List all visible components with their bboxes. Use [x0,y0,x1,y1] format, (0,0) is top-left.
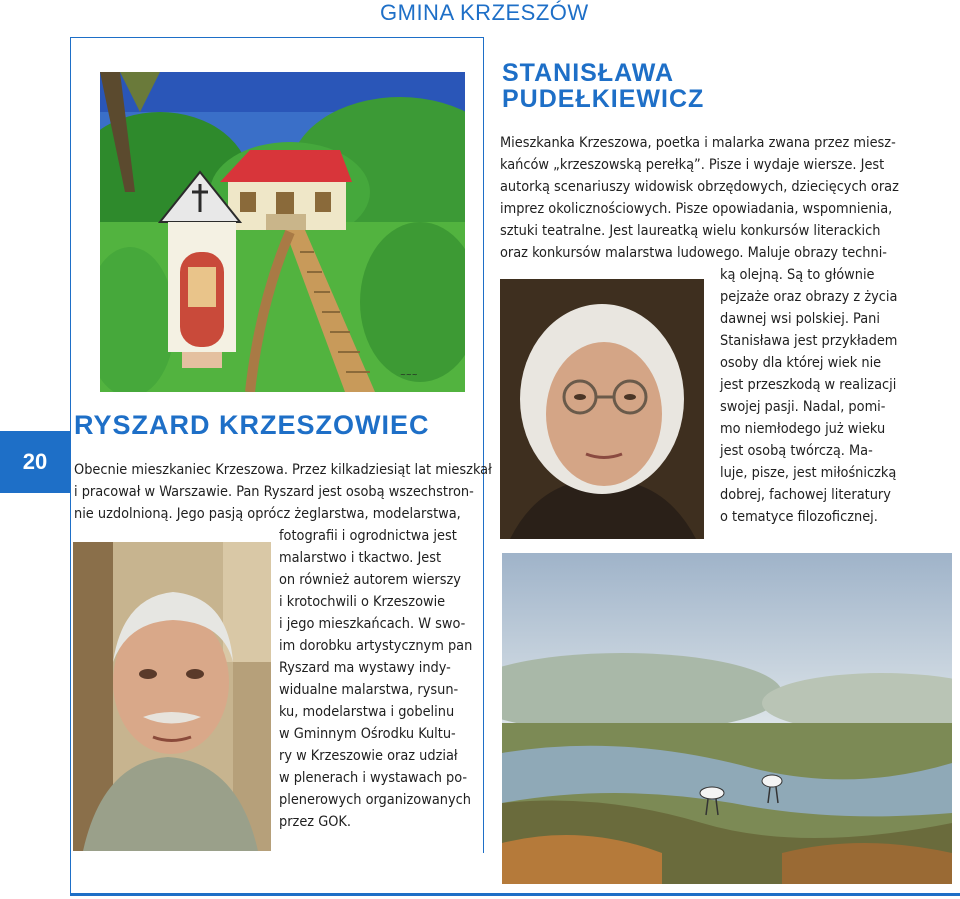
page-number-tab: 20 [0,431,70,493]
text-line: widualne malarstwa, rysun- [279,682,459,698]
text-line: malarstwo i tkactwo. Jest [279,550,442,566]
artist-name-stanislawa [502,60,802,112]
name-line-2: PUDEŁKIEWICZ [502,85,705,113]
text-line: w Gminnym Ośrodku Kultu- [279,726,456,742]
bottom-rule [70,893,960,896]
page-header-title: GMINA KRZESZÓW [380,0,589,25]
photo-stanislawa-pudelkiewicz [500,279,704,539]
artist-name-ryszard: RYSZARD KRZESZOWIEC [74,410,430,440]
text-line: i jego mieszkańcach. W swo- [279,616,466,632]
photo-ryszard-krzeszowiec [73,542,271,851]
text-line: on również autorem wierszy [279,572,461,588]
text-line: imprez okolicznościowych. Pisze opowiadania, wspomnienia, [500,201,893,217]
text-line: kańców „krzeszowską perełką”. Pisze i wydaje wiersze. Jest [500,157,885,173]
text-line: oraz konkursów malarstwa ludowego. Maluje obrazy techni- [500,245,887,261]
text-line: luje, pisze, jest miłośniczką [720,465,897,481]
column-divider [483,37,484,853]
text-line: swojej pasji. Nadal, pomi- [720,399,886,415]
text-line: Mieszkanka Krzeszowa, poetka i malarka zwana przez miesz- [500,135,896,151]
left-frame-top-rule [70,37,483,38]
text-line: Ryszard ma wystawy indy- [279,660,451,676]
text-line: Stanisława jest przykładem [720,333,898,349]
text-line: mo niemłodego już wieku [720,421,886,437]
text-line: autorką scenariuszy widowisk obrzędowych, dziecięcych oraz [500,179,899,195]
text-line: Obecnie mieszkaniec Krzeszowa. Przez kilkadziesiąt lat mieszkał [74,462,492,478]
text-line: jest przeszkodą w realizacji [720,377,897,393]
text-line: sztuki teatralne. Jest laureatką wielu konkursów literackich [500,223,881,239]
text-line: dawnej wsi polskiej. Pani [720,311,880,327]
text-line: ry w Krzeszowie oraz udział [279,748,458,764]
painting-storks-landscape [502,553,952,884]
svg-text:~~~: ~~~ [400,371,418,379]
text-line: przez GOK. [279,814,352,830]
text-line: osoby dla której wiek nie [720,355,882,371]
painting-chapel-house [100,72,465,392]
text-line: plenerowych organizowanych [279,792,471,808]
text-line: i krotochwili o Krzeszowie [279,594,446,610]
text-line: fotografii i ogrodnictwa jest [279,528,457,544]
left-frame-side-rule [70,37,71,893]
name-line-1: STANISŁAWA [502,59,675,87]
text-line: pejzaże oraz obrazy z życia [720,289,898,305]
text-line: i pracował w Warszawie. Pan Ryszard jest osobą wszechstron- [74,484,474,500]
text-line: nie uzdolnioną. Jego pasją oprócz żeglarstwa, modelarstwa, [74,506,461,522]
text-line: dobrej, fachowej literatury [720,487,891,503]
text-line: ką olejną. Są to głównie [720,267,875,283]
text-line: im dorobku artystycznym pan [279,638,473,654]
text-line: w plenerach i wystawach po- [279,770,468,786]
text-line: jest osobą twórczą. Ma- [720,443,873,459]
text-line: o tematyce filozoficznej. [720,509,878,525]
text-line: ku, modelarstwa i gobelinu [279,704,455,720]
